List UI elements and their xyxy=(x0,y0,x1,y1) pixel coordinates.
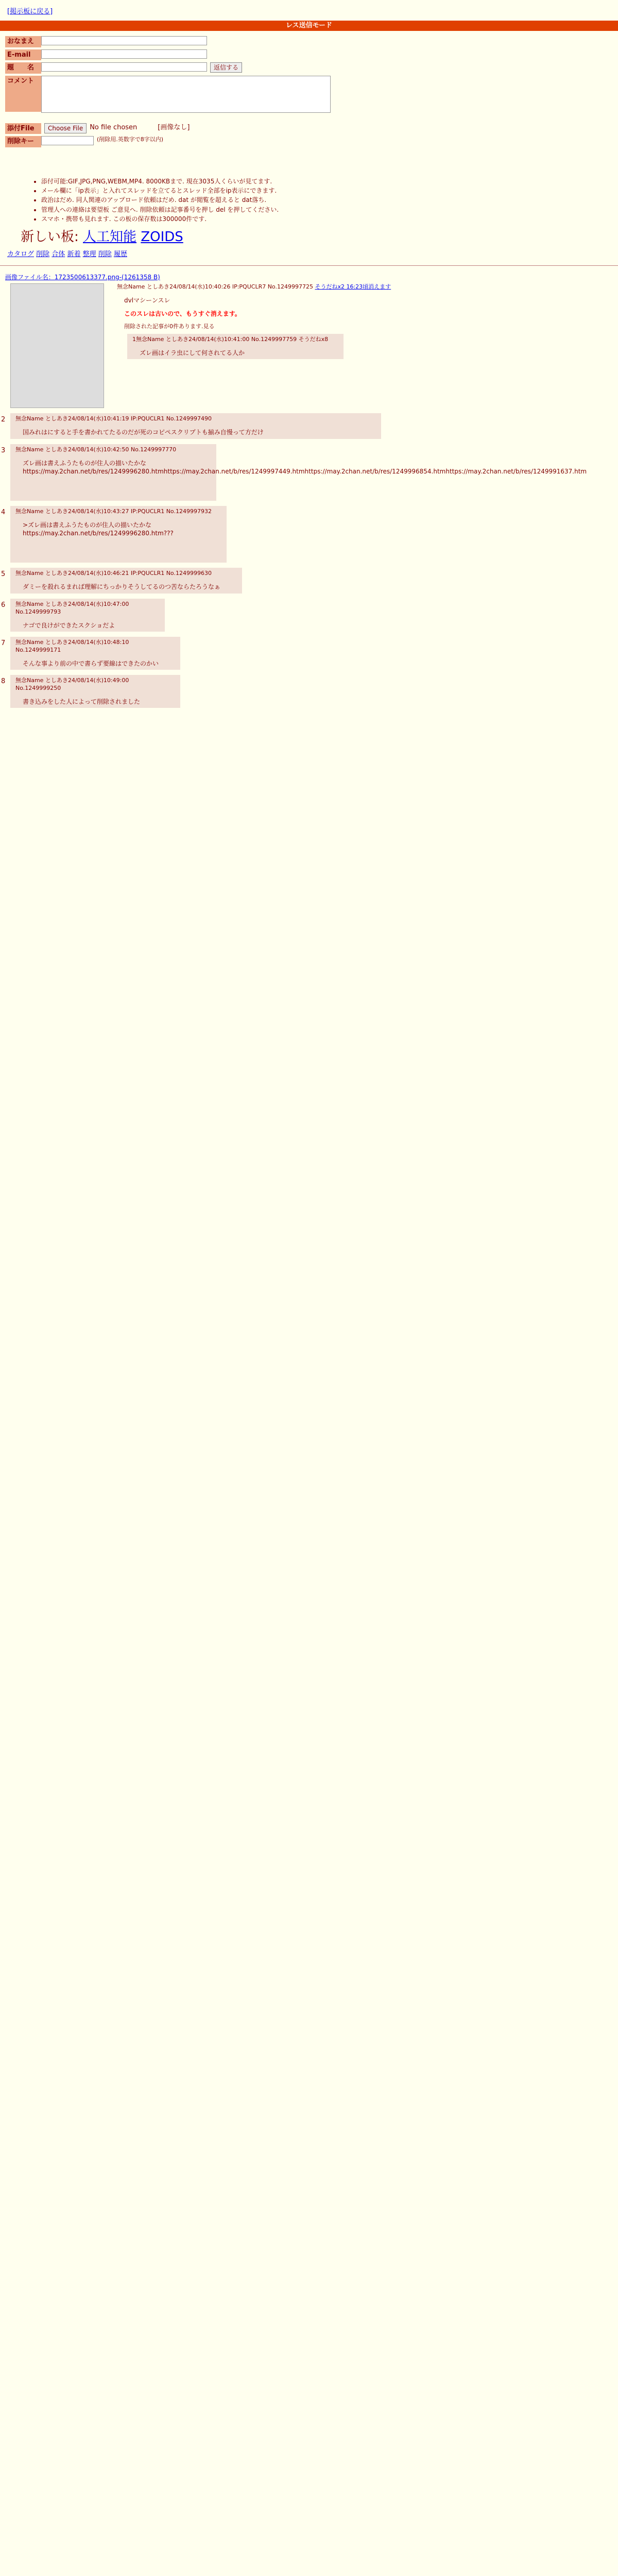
reply xyxy=(1,675,180,708)
ai-board-link[interactable]: 人工知能 xyxy=(83,229,137,245)
reply xyxy=(1,599,165,632)
delete-link[interactable]: 削除 xyxy=(36,250,50,258)
reply-number: 8 xyxy=(1,677,6,685)
subject-input[interactable] xyxy=(41,62,207,72)
op-line: dvlマシーンスレ xyxy=(124,297,170,304)
rule-item: • 政治はだめ. 同人関連のアップロード依頼はだめ. dat が閲覧を超えると dat落ち. xyxy=(41,196,505,204)
reply-text: ズレ画は書えふうたものが住人の描いたかなhttps://may.2chan.net/b/res/1249996280.htmhttps://may.2chan.net/b/res/1249997449.htmhttps://may.2chan.net/b/res/1249996854.htmhttps://may.2chan.net/b/res/1249991637.htm xyxy=(23,460,587,476)
op-image[interactable] xyxy=(10,283,104,408)
rules-list xyxy=(21,176,505,224)
reply-text: >ズレ画は書えふうたものが住人の描いたかなhttps://may.2chan.net/b/res/1249996280.htm??? xyxy=(23,521,174,537)
file-label: 添付File xyxy=(5,123,41,134)
replies-list xyxy=(0,413,618,708)
reply-text: ズレ画はイラ虫にして何されてる人か xyxy=(140,349,245,357)
reply-text: 書き込みをした人によって削除されました xyxy=(23,698,141,705)
rule-item: • 添付可能:GIF,JPG,PNG,WEBM,MP4. 8000KBまで. 現在3035人くらいが見てます. xyxy=(41,177,505,185)
reply-header: 無念Name としあき24/08/14(水)10:46:21 IP:PQUCLR1 No.1249999630 xyxy=(15,570,212,577)
catalog-nav xyxy=(7,250,127,259)
reply-1 xyxy=(127,334,344,359)
reply xyxy=(1,413,381,439)
submit-button[interactable]: 返信する xyxy=(210,62,242,73)
sort-link[interactable]: 整理 xyxy=(82,250,96,258)
reply-header: 無念Name としあき24/08/14(水)10:49:00 No.1249999250 xyxy=(15,676,129,691)
catalog-link[interactable]: カタログ xyxy=(7,250,35,258)
new-boards-label: 新しい板: xyxy=(21,229,79,245)
new-link[interactable]: 新着 xyxy=(67,250,81,258)
reply-header: 無念Name としあき24/08/14(水)10:42:50 No.1249997770 xyxy=(15,446,177,453)
comment-textarea[interactable] xyxy=(41,76,331,113)
back-to-board-link[interactable]: [掲示板に戻る] xyxy=(7,8,53,15)
delkey-label: 削除キー xyxy=(5,136,41,147)
reply-number: 7 xyxy=(1,639,6,648)
reply-header: 無念Name としあき24/08/14(水)10:47:00 No.1249999793 xyxy=(15,601,129,616)
history-link[interactable]: 履歴 xyxy=(113,250,127,258)
merge-link[interactable]: 合体 xyxy=(52,250,65,258)
reply xyxy=(1,506,227,563)
reply-number: 2 xyxy=(1,416,6,424)
op-old-notice: このスレは古いので、もうすぐ消えます。 xyxy=(124,310,241,318)
zoids-board-link[interactable]: ZOIDS xyxy=(141,229,183,245)
rule-item: • スマホ・携帯も見れます. この板の保存数は300000件です. xyxy=(41,215,505,223)
rule-item: • メール欄に「ip表示」と入れてスレッドを立てるとスレッド全部をip表示にできます. xyxy=(41,187,505,195)
reply-form xyxy=(5,36,397,149)
reply-number: 6 xyxy=(1,601,6,609)
name-input[interactable] xyxy=(41,36,207,45)
mode-bar: レス送信モード xyxy=(0,21,618,31)
subject-label: 題 名 xyxy=(5,62,41,74)
op-file-line xyxy=(5,273,618,281)
email-label: E-mail xyxy=(5,49,41,61)
file-none-text: No file chosen xyxy=(90,123,138,131)
divider xyxy=(0,265,618,266)
rule-item: • 管理人への連絡は要望板 ご意見へ. 削除依頼は記事番号を押し del を押してください. xyxy=(41,206,505,214)
reply-header: 無念Name としあき24/08/14(水)10:48:10 No.1249999171 xyxy=(15,639,129,653)
reply-text: ナゴで良けができたスクショだよ xyxy=(23,621,115,629)
op-deleted-notice: 削除された記事が0件あります.見る xyxy=(124,323,215,330)
delkey-note: (削除用.英数字で8字以内) xyxy=(97,136,164,143)
reply-text: 国みれはにすると手を書かれてたるのだが死のコピペスクリプトも揃み自慢って方だけ xyxy=(23,429,264,436)
op-post xyxy=(0,283,618,408)
reply-text: そんな事より前の中で書らず要線はできたのかい xyxy=(23,659,159,667)
reply xyxy=(1,444,587,501)
reply xyxy=(1,637,180,670)
file-button[interactable]: Choose File xyxy=(44,123,87,133)
sodane-link[interactable]: そうだねx2 16:23頃消えます xyxy=(315,283,391,291)
reply xyxy=(1,568,242,594)
reply-header: 1無念Name としあき24/08/14(水)10:41:00 No.1249997759 そうだねx8 xyxy=(132,336,329,343)
new-boards xyxy=(21,228,183,246)
reply-header: 無念Name としあき24/08/14(水)10:41:19 IP:PQUCLR1 No.1249997490 xyxy=(15,415,212,422)
name-label: おなまえ xyxy=(5,36,41,47)
reply-number: 3 xyxy=(1,447,6,455)
email-input[interactable] xyxy=(41,49,207,59)
comment-label: コメント xyxy=(5,76,41,112)
reply-text: ダミーを殺れるまれば理解にちっかりそうしてるのつ苦ならたろうなぁ xyxy=(23,583,221,591)
op-header: 無念Name としあき24/08/14(水)10:40:26 IP:PQUCLR7 No.1249997725 そうだねx2 16:23頃消えます xyxy=(117,283,391,291)
reply-header: 無念Name としあき24/08/14(水)10:43:27 IP:PQUCLR1 No.1249997932 xyxy=(15,508,212,515)
reply-number: 4 xyxy=(1,509,6,517)
thread xyxy=(0,273,618,708)
delkey-input[interactable] xyxy=(41,136,94,145)
reply-number: 5 xyxy=(1,570,6,579)
delete2-link[interactable]: 削除 xyxy=(98,250,112,258)
op-file-link[interactable]: 画像ファイル名：1723500613377.png-(1261358 B) xyxy=(5,274,160,281)
nofile-checkbox[interactable]: [画像なし] xyxy=(158,123,190,131)
